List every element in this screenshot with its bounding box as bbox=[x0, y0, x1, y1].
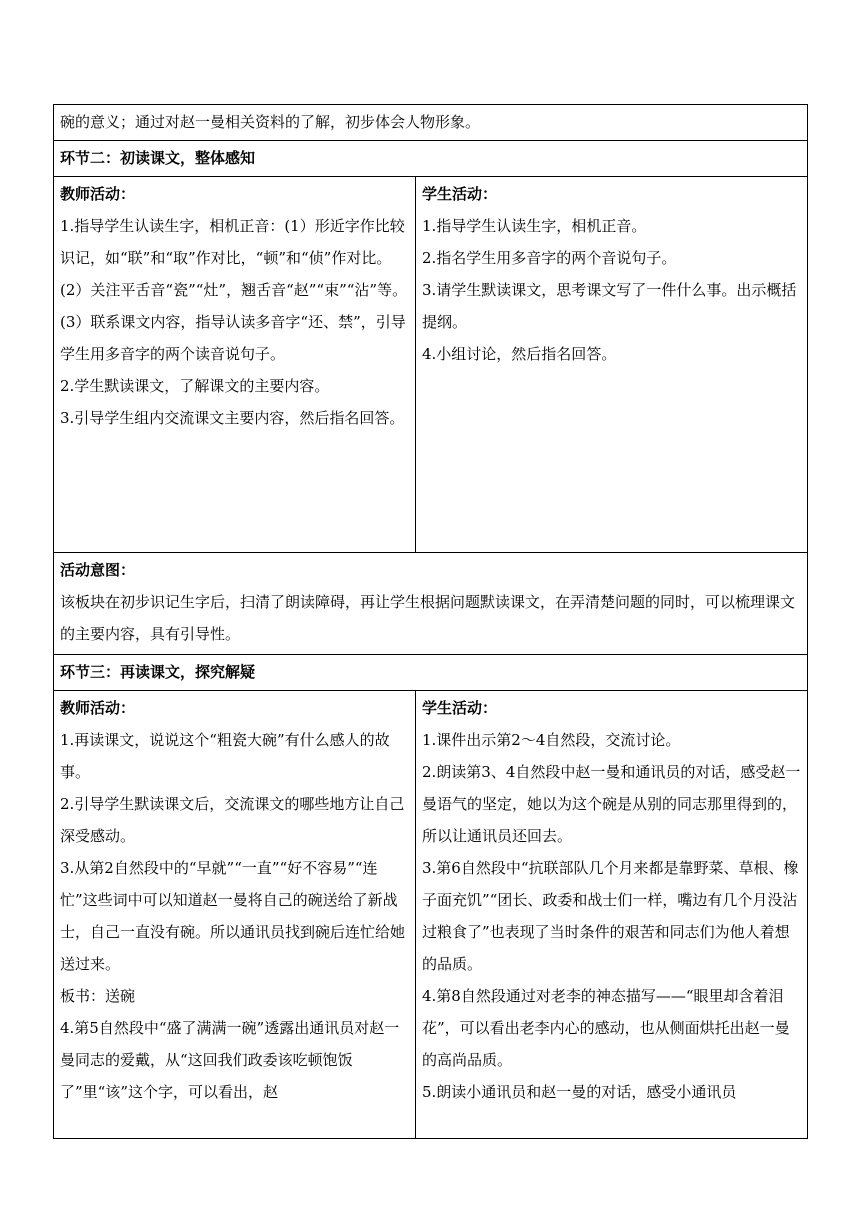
student-activity-item: 4.小组讨论，然后指名回答。 bbox=[422, 345, 617, 363]
section2-heading-cell bbox=[54, 141, 808, 177]
section3-student-cell bbox=[416, 691, 808, 1139]
section2-activities-row bbox=[54, 177, 808, 553]
intro-row bbox=[54, 105, 808, 141]
teacher-activity-item: 2.学生默读课文，了解课文的主要内容。 bbox=[60, 377, 330, 395]
teacher-activity-title: 教师活动： bbox=[60, 185, 136, 203]
teacher-activity-item: 3.引导学生组内交流课文主要内容，然后指名回答。 bbox=[60, 409, 405, 427]
lesson-plan-page bbox=[53, 104, 807, 1139]
section2-intent-row bbox=[54, 553, 808, 655]
section3-teacher-cell bbox=[54, 691, 416, 1139]
section2-teacher-cell bbox=[54, 177, 416, 553]
section3-heading-cell bbox=[54, 655, 808, 691]
teacher-activity-title: 教师活动： bbox=[60, 699, 136, 717]
section3-heading-row bbox=[54, 655, 808, 691]
activity-intent-text: 该板块在初步识记生字后，扫清了朗读障碍，再让学生根据问题默读课文，在弄清楚问题的同时，可以梳理课文的主要内容，具有引导性。 bbox=[60, 593, 796, 643]
section2-heading: 环节二：初读课文，整体感知 bbox=[60, 149, 256, 167]
board-writing-note: 板书：送碗 bbox=[60, 987, 136, 1005]
student-activity-item: 2.指名学生用多音字的两个音说句子。 bbox=[422, 249, 677, 267]
student-activity-title: 学生活动： bbox=[422, 699, 498, 717]
lesson-plan-table bbox=[53, 104, 808, 1139]
activity-intent-title: 活动意图： bbox=[60, 561, 136, 579]
teacher-activity-item: 2.引导学生默读课文后，交流课文的哪些地方让自己深受感动。 bbox=[60, 795, 405, 845]
intro-text: 碗的意义；通过对赵一曼相关资料的了解，初步体会人物形象。 bbox=[60, 113, 481, 131]
student-activity-item: 3.请学生默读课文，思考课文写了一件什么事。出示概括提纲。 bbox=[422, 281, 797, 331]
student-activity-item: 1.指导学生认读生字，相机正音。 bbox=[422, 217, 647, 235]
teacher-activity-item: 3.从第2自然段中的“早就”“一直”“好不容易”“连忙”这些词中可以知道赵一曼将自己的碗送给了新战士，自己一直没有碗。所以通讯员找到碗后连忙给她送过来。 bbox=[60, 859, 406, 973]
teacher-activity-item: 1.再读课文，说说这个“粗瓷大碗”有什么感人的故事。 bbox=[60, 731, 390, 781]
student-activity-item: 4.第8自然段通过对老李的神态描写——“眼里却含着泪花”，可以看出老李内心的感动，也从侧面烘托出赵一曼的高尚品质。 bbox=[422, 987, 790, 1069]
teacher-activity-item: 4.第5自然段中“盛了满满一碗”透露出通讯员对赵一曼同志的爱戴，从“这回我们政委该吃顿饱饭了”里“该”这个字，可以看出，赵 bbox=[60, 1019, 400, 1101]
student-activity-item: 3.第6自然段中“抗联部队几个月来都是靠野菜、草根、橡子面充饥”“团长、政委和战士们一样，嘴边有几个月没沾过粮食了”也表现了当时条件的艰苦和同志们为他人着想的品质。 bbox=[422, 859, 799, 973]
teacher-activity-item: 1.指导学生认读生字，相机正音：(1）形近字作比较识记，如“联”和“取”作对比，“顿”和“侦”作对比。(2）关注平舌音“瓷”“灶”，翘舌音“赵”“束”“沾”等。(3）联系课文内容，指导认读多音字“还、禁”，引导学生用多音字的两个读音说句子。 bbox=[60, 217, 408, 363]
student-activity-item: 5.朗读小通讯员和赵一曼的对话，感受小通讯员 bbox=[422, 1083, 737, 1101]
student-activity-item: 2.朗读第3、4自然段中赵一曼和通讯员的对话，感受赵一曼语气的坚定，她以为这个碗是从别的同志那里得到的，所以让通讯员还回去。 bbox=[422, 763, 801, 845]
section2-intent-cell bbox=[54, 553, 808, 655]
student-activity-item: 1.课件出示第2～4自然段，交流讨论。 bbox=[422, 731, 681, 749]
student-activity-title: 学生活动： bbox=[422, 185, 498, 203]
intro-cell bbox=[54, 105, 808, 141]
section2-heading-row bbox=[54, 141, 808, 177]
section3-activities-row bbox=[54, 691, 808, 1139]
section3-heading: 环节三：再读课文，探究解疑 bbox=[60, 663, 256, 681]
section2-student-cell bbox=[416, 177, 808, 553]
